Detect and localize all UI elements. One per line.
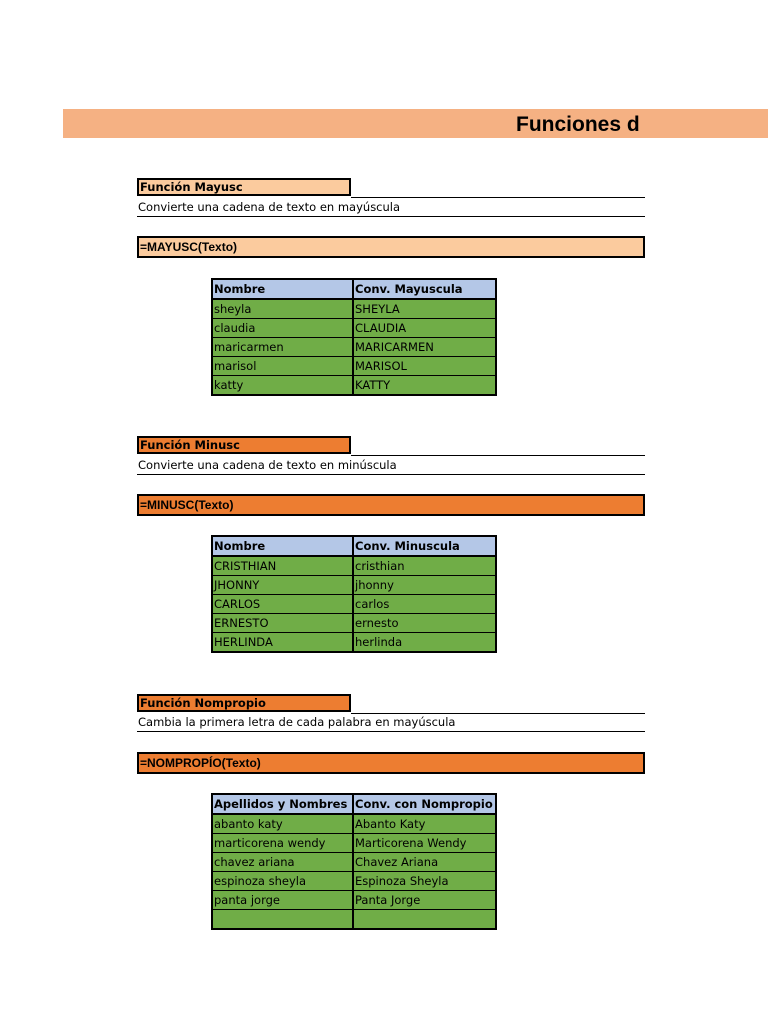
- table-cell[interactable]: panta jorge: [212, 891, 353, 910]
- table-mayusc: [211, 278, 497, 396]
- table-cell[interactable]: abanto katy: [212, 814, 353, 834]
- table-cell[interactable]: ernesto: [353, 614, 496, 633]
- table-cell[interactable]: cristhian: [353, 556, 496, 576]
- table-cell[interactable]: claudia: [212, 319, 353, 338]
- section-title-minusc[interactable]: Función Minusc: [137, 436, 351, 454]
- table-cell[interactable]: Panta Jorge: [353, 891, 496, 910]
- table-cell[interactable]: CLAUDIA: [353, 319, 496, 338]
- table-cell[interactable]: CRISTHIAN: [212, 556, 353, 576]
- table-row: [212, 853, 496, 872]
- table-cell[interactable]: CARLOS: [212, 595, 353, 614]
- table-cell[interactable]: KATTY: [353, 376, 496, 396]
- table-row: [212, 576, 496, 595]
- title-banner: [63, 109, 768, 138]
- table-row: [212, 357, 496, 376]
- table-row: [212, 376, 496, 396]
- section-description-minusc[interactable]: Convierte una cadena de texto en minúscula: [137, 456, 645, 475]
- table-cell[interactable]: chavez ariana: [212, 853, 353, 872]
- table-header-row: [212, 536, 496, 556]
- header-cell[interactable]: Nombre: [212, 536, 353, 556]
- header-cell[interactable]: Conv. con Nompropio: [353, 794, 496, 814]
- table-cell[interactable]: sheyla: [212, 299, 353, 319]
- section-description-nompropio[interactable]: Cambia la primera letra de cada palabra en mayúscula: [137, 713, 645, 732]
- table-header-row: [212, 794, 496, 814]
- table-cell[interactable]: ERNESTO: [212, 614, 353, 633]
- table-cell[interactable]: katty: [212, 376, 353, 396]
- table-cell[interactable]: Marticorena Wendy: [353, 834, 496, 853]
- table-nompropio: [211, 793, 497, 930]
- table-row: [212, 299, 496, 319]
- section-description-mayusc[interactable]: Convierte una cadena de texto en mayúscula: [137, 198, 645, 217]
- table-row: [212, 319, 496, 338]
- table-header-row: [212, 279, 496, 299]
- table-cell[interactable]: marisol: [212, 357, 353, 376]
- table-row: [212, 872, 496, 891]
- table-cell[interactable]: JHONNY: [212, 576, 353, 595]
- table-cell[interactable]: marticorena wendy: [212, 834, 353, 853]
- table-cell[interactable]: Chavez Ariana: [353, 853, 496, 872]
- table-cell[interactable]: carlos: [353, 595, 496, 614]
- table-row: [212, 556, 496, 576]
- table-cell[interactable]: [353, 910, 496, 930]
- table-cell[interactable]: maricarmen: [212, 338, 353, 357]
- table-cell[interactable]: HERLINDA: [212, 633, 353, 653]
- table-cell[interactable]: Abanto Katy: [353, 814, 496, 834]
- table-cell[interactable]: Espinoza Sheyla: [353, 872, 496, 891]
- section-title-mayusc[interactable]: Función Mayusc: [137, 178, 351, 196]
- formula-nompropio[interactable]: =NOMPROPÍO(Texto): [137, 752, 645, 774]
- table-cell[interactable]: MARICARMEN: [353, 338, 496, 357]
- table-row: [212, 834, 496, 853]
- table-cell[interactable]: [212, 910, 353, 930]
- table-minusc: [211, 535, 497, 653]
- table-cell[interactable]: MARISOL: [353, 357, 496, 376]
- table-row: [212, 633, 496, 653]
- table-cell[interactable]: herlinda: [353, 633, 496, 653]
- table-row: [212, 814, 496, 834]
- header-cell[interactable]: Conv. Minuscula: [353, 536, 496, 556]
- table-row: [212, 338, 496, 357]
- table-row: [212, 910, 496, 930]
- formula-minusc[interactable]: =MINUSC(Texto): [137, 494, 645, 516]
- table-cell[interactable]: SHEYLA: [353, 299, 496, 319]
- header-cell[interactable]: Conv. Mayuscula: [353, 279, 496, 299]
- table-row: [212, 614, 496, 633]
- page-title: Funciones d: [516, 113, 640, 136]
- table-cell[interactable]: espinoza sheyla: [212, 872, 353, 891]
- table-row: [212, 891, 496, 910]
- section-title-nompropio[interactable]: Función Nompropio: [137, 694, 351, 712]
- header-cell[interactable]: Apellidos y Nombres: [212, 794, 353, 814]
- table-cell[interactable]: jhonny: [353, 576, 496, 595]
- header-cell[interactable]: Nombre: [212, 279, 353, 299]
- formula-mayusc[interactable]: =MAYUSC(Texto): [137, 236, 645, 258]
- table-row: [212, 595, 496, 614]
